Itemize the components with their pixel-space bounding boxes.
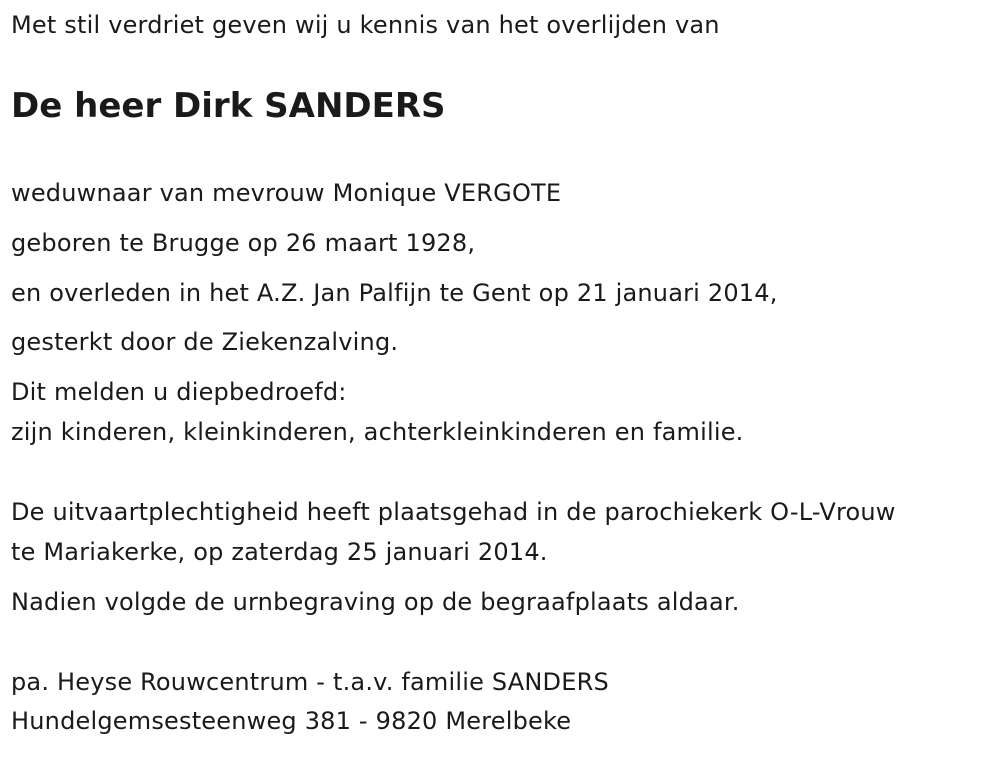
funeral-line-1: De uitvaartplechtigheid heeft plaatsgehad in de parochiekerk O-L-Vrouw (11, 498, 896, 526)
birth-line: geboren te Brugge op 26 maart 1928, (11, 229, 476, 257)
sacrament-line: gesterkt door de Ziekenzalving. (11, 328, 399, 356)
intro-text: Met stil verdriet geven wij u kennis van het overlijden van (11, 11, 720, 39)
death-line: en overleden in het A.Z. Jan Palfijn te Gent op 21 januari 2014, (11, 279, 778, 307)
family-line: zijn kinderen, kleinkinderen, achterkleinkinderen en familie. (11, 418, 744, 446)
contact-address: Hundelgemsesteenweg 381 - 9820 Merelbeke (11, 707, 572, 735)
announcement-heading: Dit melden u diepbedroefd: (11, 378, 347, 406)
deceased-name: De heer Dirk SANDERS (11, 86, 446, 126)
burial-line: Nadien volgde de urnbegraving op de begraafplaats aldaar. (11, 588, 740, 616)
widower-line: weduwnaar van mevrouw Monique VERGOTE (11, 179, 562, 207)
contact-line-1: pa. Heyse Rouwcentrum - t.a.v. familie SANDERS (11, 668, 609, 696)
funeral-line-2: te Mariakerke, op zaterdag 25 januari 2014. (11, 538, 548, 566)
